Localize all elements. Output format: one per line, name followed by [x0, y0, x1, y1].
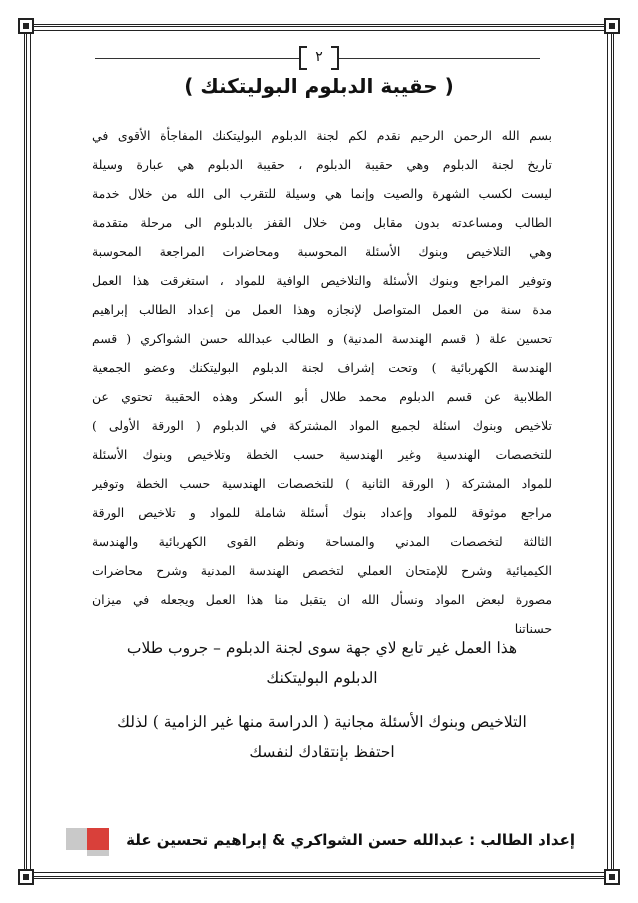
- footer-credits: [115, 826, 575, 854]
- footer-decor-bar: [87, 850, 109, 856]
- body-line: الكيميائية وشرح للإمتحان العملي لتخصص الهندسة المدنية وشرح محاضرات: [92, 563, 552, 578]
- footer-author-2: إبراهيم تحسين علة: [126, 831, 267, 849]
- frame-corner-ornament: [604, 18, 620, 34]
- notice-line: هذا العمل غير تابع لاي جهة سوى لجنة الدبلوم – جروب طلاب: [126, 639, 518, 657]
- frame-corner-ornament: [604, 869, 620, 885]
- body-line: الطالب ومساعدته بدون مقابل ومن خلال القفز بالدبلوم الى مرحلة متقدمة: [92, 215, 552, 230]
- body-line: وهي التلاخيص وبنوك الأسئلة المحوسبة ومحاضرات المراجعة المحوسبة: [92, 244, 552, 259]
- body-line: مدة سنة من العمل المتواصل لإنجازه وهذا العمل من إعداد الطالب إبراهيم: [92, 302, 552, 317]
- body-line: مراجع موثوقة للمواد وإعداد بنوك أسئلة شاملة للمواد و تلاخيص الورقة: [92, 505, 552, 520]
- body-line: وتوفير المراجع وبنوك الأسئلة والتلاخيص الوافية للمواد ، استغرقت هذا العمل: [92, 273, 552, 288]
- body-line: للتخصصات الهندسية وغير الهندسية حسب الخطة وتلاخيص وبنوك الأسئلة: [92, 447, 552, 462]
- body-line: تحسين علة ( قسم الهندسة المدنية) و الطالب عبدالله حسن الشواكري ( قسم: [92, 331, 552, 346]
- page-title: ( حقيبة الدبلوم البوليتكنك ): [184, 74, 454, 98]
- body-line: الطلابية عن قسم الدبلوم محمد طلال أبو السكر وهذه الحقيبة تحتوي عن: [92, 389, 552, 404]
- notice-free-use: [92, 707, 552, 767]
- frame-corner-ornament: [18, 869, 34, 885]
- body-line: للمواد المشتركة ( الورقة الثانية ) للتخصصات الهندسية حسب الخطة وتوفير: [92, 476, 552, 491]
- footer-decor-square: [66, 828, 87, 850]
- body-line: تاريخ لجنة الدبلوم وهي حقيبة الدبلوم ، حقيبة الدبلوم هي عبارة وسيلة: [92, 157, 552, 172]
- page-number: ٢: [299, 44, 339, 70]
- notice-line: الدبلوم البوليتكنك: [266, 669, 378, 687]
- body-line: حسناتنا: [514, 621, 552, 636]
- footer-label: إعداد الطالب :: [469, 831, 575, 849]
- notice-line: احتفظ بإنتقادك لنفسك: [249, 743, 395, 761]
- footer-separator: &: [272, 831, 286, 849]
- body-paragraph: [92, 121, 552, 643]
- footer-author-1: عبدالله حسن الشواكري: [290, 831, 464, 849]
- body-line: الهندسة الكهربائية ) وتحت إشراف لجنة الدبلوم البوليتكنك وعضو الجمعية: [92, 360, 552, 375]
- body-line: ليست لكسب الشهرة والصيت وإنما هي وسيلة للتقرب الى الله من خلال خدمة: [92, 186, 552, 201]
- body-line: بسم الله الرحمن الرحيم نقدم لكم لجنة الدبلوم البوليتكنك المفاجأة الأقوى في: [92, 128, 552, 143]
- footer-decor-square-red: [87, 828, 109, 850]
- notice-line: التلاخيص وبنوك الأسئلة مجانية ( الدراسة منها غير الزامية ) لذلك: [117, 713, 527, 731]
- body-line: الثالثة لتخصصات المدني والمساحة ونظم القوى الكهربائية والهندسة: [92, 534, 552, 549]
- body-line: مصورة لبعض المواد ونسأل الله ان يتقبل منا هذا العمل ويجعله في ميزان: [92, 592, 552, 607]
- notice-ownership: [92, 633, 552, 693]
- body-line: تلاخيص وبنوك اسئلة لجميع المواد المشتركة في الدبلوم ( الورقة الأولى ): [92, 418, 552, 433]
- frame-corner-ornament: [18, 18, 34, 34]
